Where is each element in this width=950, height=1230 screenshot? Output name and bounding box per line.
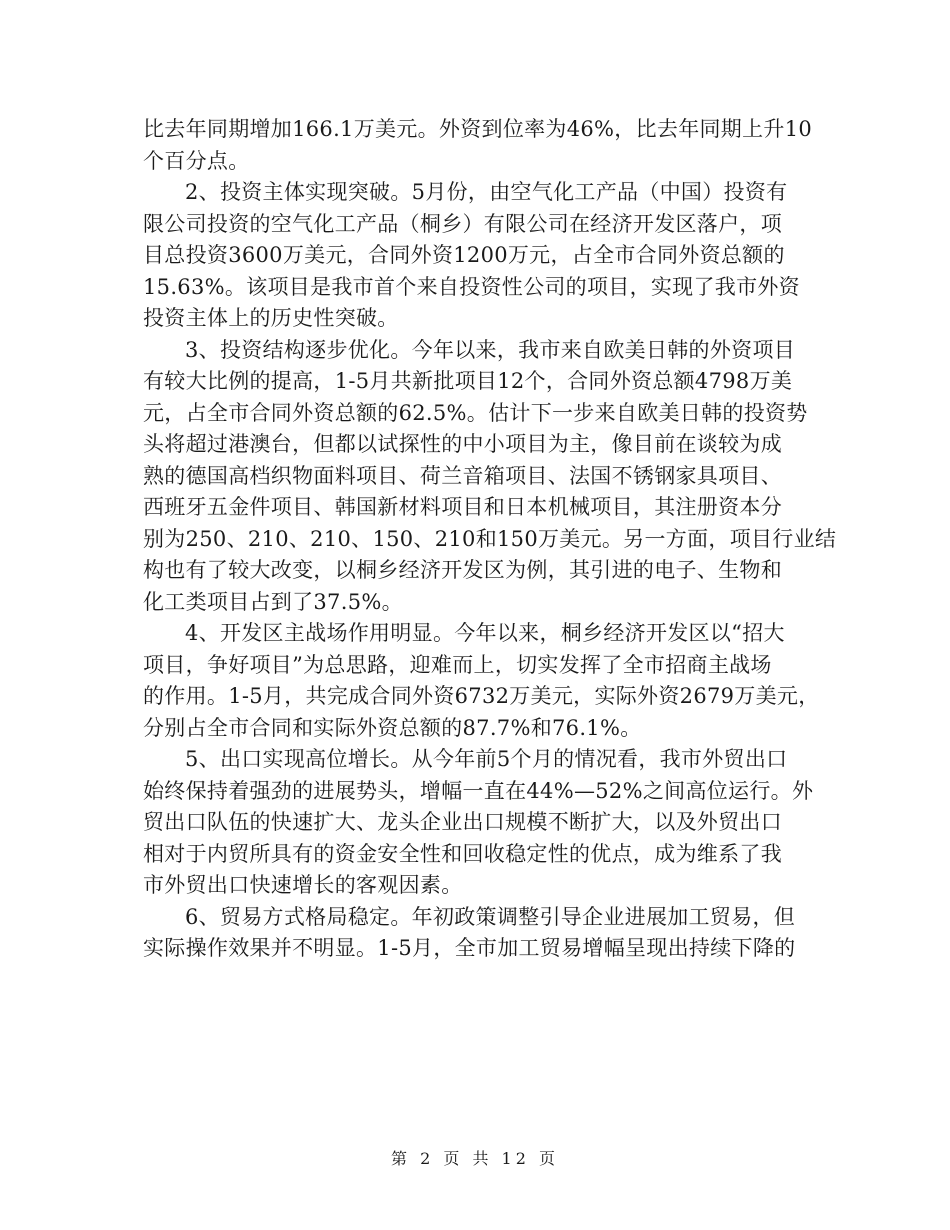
text-line: 别为250、210、210、150、210和150万美元。另一方面，项目行业结 bbox=[143, 526, 837, 551]
text-line: 目总投资3600万美元，合同外资1200万元，占全市合同外资总额的 bbox=[143, 243, 785, 267]
text-line: 分别占全市合同和实际外资总额的87.7%和76.1%。 bbox=[143, 715, 642, 740]
paragraph-first-line: 3、投资结构逐步优化。今年以来，我市来自欧美日韩的外资项目 bbox=[185, 337, 796, 362]
text-line: 比去年同期增加166.1万美元。外资到位率为46%，比去年同期上升10 bbox=[143, 117, 813, 141]
paragraph-first-line: 6、贸易方式格局稳定。年初政策调整引导企业进展加工贸易，但 bbox=[185, 904, 796, 929]
text-line: 贸出口队伍的快速扩大、龙头企业出口规模不断扩大，以及外贸出口 bbox=[143, 810, 782, 834]
text-line: 的作用。1-5月，共完成合同外资6732万美元，实际外资2679万美元， bbox=[143, 684, 820, 708]
text-line: 个百分点。 bbox=[143, 148, 250, 173]
paragraph-first-line: 2、投资主体实现突破。5月份，由空气化工产品（中国）投资有 bbox=[185, 180, 788, 204]
text-line: 构也有了较大改变，以桐乡经济开发区为例，其引进的电子、生物和 bbox=[143, 558, 782, 582]
text-line: 化工类项目占到了37.5%。 bbox=[143, 589, 403, 614]
text-line: 西班牙五金件项目、韩国新材料项目和日本机械项目，其注册资本分 bbox=[143, 495, 782, 519]
text-line: 投资主体上的历史性突破。 bbox=[143, 306, 399, 330]
page-number-footer: 第 2 页 共 12 页 bbox=[391, 1149, 559, 1168]
text-line: 项目，争好项目”为总思路，迎难而上，切实发挥了全市招商主战场 bbox=[143, 652, 772, 677]
text-line: 相对于内贸所具有的资金安全性和回收稳定性的优点，成为维系了我 bbox=[143, 841, 782, 866]
text-line: 限公司投资的空气化工产品（桐乡）有限公司在经济开发区落户，项 bbox=[143, 211, 782, 236]
paragraph-first-line: 4、开发区主战场作用明显。今年以来，桐乡经济开发区以“招大 bbox=[185, 621, 785, 645]
document-body bbox=[143, 114, 837, 965]
text-line: 元，占全市合同外资总额的62.5%。估计下一步来自欧美日韩的投资势 bbox=[143, 400, 808, 425]
text-line: 有较大比例的提高，1-5月共新批项目12个，合同外资总额4798万美 bbox=[143, 369, 793, 393]
text-line: 市外贸出口快速增长的客观因素。 bbox=[143, 873, 463, 897]
text-line: 15.63%。该项目是我市首个来自投资性公司的项目，实现了我市外资 bbox=[143, 274, 800, 299]
text-line: 头将超过港澳台，但都以试探性的中小项目为主，像目前在谈较为成 bbox=[143, 432, 782, 456]
text-line: 实际操作效果并不明显。1-5月，全市加工贸易增幅呈现出持续下降的 bbox=[143, 936, 796, 960]
paragraph-first-line: 5、出口实现高位增长。从今年前5个月的情况看，我市外贸出口 bbox=[185, 747, 788, 771]
text-line: 熟的德国高档织物面料项目、荷兰音箱项目、法国不锈钢家具项目、 bbox=[143, 463, 782, 488]
text-line: 始终保持着强劲的进展势头，增幅一直在44%—52%之间高位运行。外 bbox=[143, 778, 814, 803]
